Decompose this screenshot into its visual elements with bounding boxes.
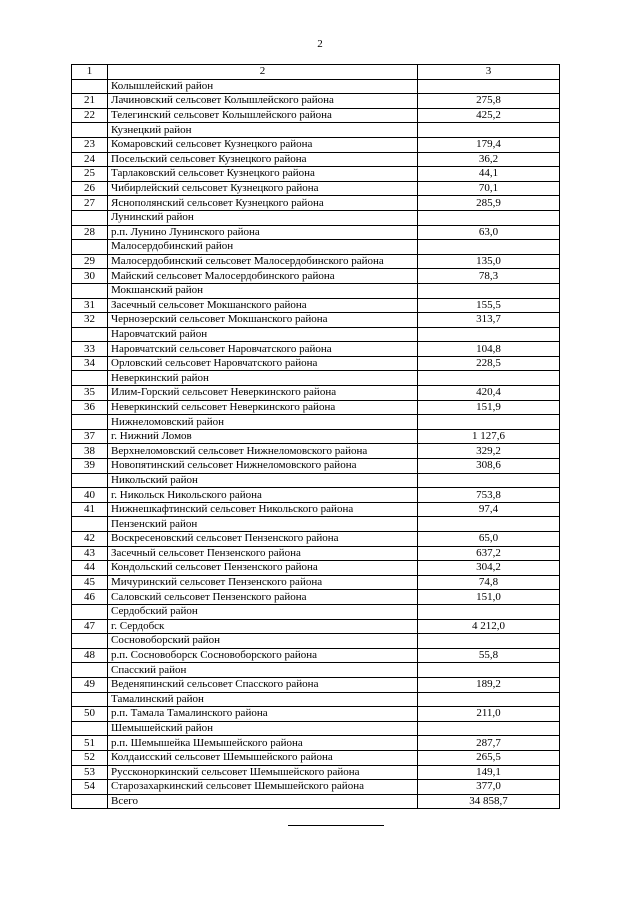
row-number: 52 — [72, 750, 108, 765]
row-number — [72, 123, 108, 138]
row-name: Новопятинский сельсовет Нижнеломовского района — [108, 459, 418, 474]
table-row — [72, 648, 560, 663]
table-row — [72, 546, 560, 561]
table-header-row — [72, 65, 560, 80]
table-row — [72, 108, 560, 123]
row-number: 46 — [72, 590, 108, 605]
district-header-row — [72, 415, 560, 430]
row-number — [72, 721, 108, 736]
row-value: 36,2 — [418, 152, 560, 167]
table-row — [72, 750, 560, 765]
row-name: Шемышейский район — [108, 721, 418, 736]
table-body — [72, 65, 560, 809]
row-number — [72, 692, 108, 707]
row-value — [418, 240, 560, 255]
district-header-row — [72, 517, 560, 532]
row-value: 4 212,0 — [418, 619, 560, 634]
row-value — [418, 473, 560, 488]
row-value — [418, 327, 560, 342]
row-number: 23 — [72, 137, 108, 152]
row-number: 25 — [72, 167, 108, 182]
row-number: 43 — [72, 546, 108, 561]
column-header-value: 3 — [418, 65, 560, 80]
row-number: 21 — [72, 94, 108, 109]
row-value: 63,0 — [418, 225, 560, 240]
row-name: р.п. Тамала Тамалинского района — [108, 707, 418, 722]
table-row — [72, 167, 560, 182]
row-name: Неверкинский сельсовет Неверкинского района — [108, 400, 418, 415]
row-value — [418, 415, 560, 430]
row-name: Наровчатский сельсовет Наровчатского района — [108, 342, 418, 357]
row-name: Орловский сельсовет Наровчатского района — [108, 356, 418, 371]
row-value — [418, 210, 560, 225]
row-value: 155,5 — [418, 298, 560, 313]
row-number — [72, 283, 108, 298]
row-value — [418, 634, 560, 649]
row-number — [72, 240, 108, 255]
table-row — [72, 736, 560, 751]
table-row — [72, 561, 560, 576]
table-row — [72, 502, 560, 517]
district-header-row — [72, 663, 560, 678]
column-header-name: 2 — [108, 65, 418, 80]
row-number: 38 — [72, 444, 108, 459]
table-row — [72, 196, 560, 211]
table-row — [72, 152, 560, 167]
row-number — [72, 79, 108, 94]
row-number: 50 — [72, 707, 108, 722]
district-header-row — [72, 327, 560, 342]
row-name: р.п. Сосновоборск Сосновоборского района — [108, 648, 418, 663]
row-name: Верхнеломовский сельсовет Нижнеломовского района — [108, 444, 418, 459]
row-number: 28 — [72, 225, 108, 240]
row-number: 31 — [72, 298, 108, 313]
row-name: Мокшанский район — [108, 283, 418, 298]
row-name: Кузнецкий район — [108, 123, 418, 138]
row-name: Руссконоркинский сельсовет Шемышейского района — [108, 765, 418, 780]
row-name: Спасский район — [108, 663, 418, 678]
table-row — [72, 429, 560, 444]
row-number — [72, 371, 108, 386]
row-value: 425,2 — [418, 108, 560, 123]
row-number — [72, 604, 108, 619]
row-name: р.п. Шемышейка Шемышейского района — [108, 736, 418, 751]
table-row — [72, 444, 560, 459]
row-value — [418, 517, 560, 532]
table-row — [72, 225, 560, 240]
allocation-table — [71, 64, 560, 809]
row-value: 228,5 — [418, 356, 560, 371]
table-row — [72, 342, 560, 357]
row-name: р.п. Лунино Лунинского района — [108, 225, 418, 240]
row-number: 36 — [72, 400, 108, 415]
row-name: Мичуринский сельсовет Пензенского района — [108, 575, 418, 590]
row-number: 30 — [72, 269, 108, 284]
row-number — [72, 415, 108, 430]
row-value: 70,1 — [418, 181, 560, 196]
row-number: 39 — [72, 459, 108, 474]
row-name: Засечный сельсовет Пензенского района — [108, 546, 418, 561]
row-name: Малосердобинский сельсовет Малосердобинского района — [108, 254, 418, 269]
row-value: 637,2 — [418, 546, 560, 561]
row-number — [72, 794, 108, 809]
row-value: 74,8 — [418, 575, 560, 590]
row-value: 285,9 — [418, 196, 560, 211]
row-value: 78,3 — [418, 269, 560, 284]
row-name: Лачиновский сельсовет Колышлейского района — [108, 94, 418, 109]
table-row — [72, 532, 560, 547]
row-number — [72, 634, 108, 649]
row-name: Сердобский район — [108, 604, 418, 619]
row-name: Неверкинский район — [108, 371, 418, 386]
table-row — [72, 298, 560, 313]
page-number: 2 — [317, 38, 323, 50]
row-name: Майский сельсовет Малосердобинского района — [108, 269, 418, 284]
row-name: г. Сердобск — [108, 619, 418, 634]
table-row — [72, 488, 560, 503]
row-number: 40 — [72, 488, 108, 503]
row-value: 211,0 — [418, 707, 560, 722]
row-value: 308,6 — [418, 459, 560, 474]
row-number: 29 — [72, 254, 108, 269]
row-name: Веденяпинский сельсовет Спасского района — [108, 677, 418, 692]
row-name: Старозахаркинский сельсовет Шемышейского района — [108, 780, 418, 795]
row-number — [72, 473, 108, 488]
row-name: Илим-Горский сельсовет Неверкинского района — [108, 386, 418, 401]
row-value — [418, 663, 560, 678]
row-number — [72, 327, 108, 342]
district-header-row — [72, 604, 560, 619]
district-header-row — [72, 79, 560, 94]
table-row — [72, 356, 560, 371]
row-value: 55,8 — [418, 648, 560, 663]
row-name: Саловский сельсовет Пензенского района — [108, 590, 418, 605]
row-value: 34 858,7 — [418, 794, 560, 809]
row-value: 97,4 — [418, 502, 560, 517]
row-value: 44,1 — [418, 167, 560, 182]
row-value — [418, 371, 560, 386]
row-name: Чернозерский сельсовет Мокшанского района — [108, 313, 418, 328]
row-name: Кондольский сельсовет Пензенского района — [108, 561, 418, 576]
table-row — [72, 269, 560, 284]
table-row — [72, 575, 560, 590]
row-name: Посельский сельсовет Кузнецкого района — [108, 152, 418, 167]
district-header-row — [72, 283, 560, 298]
row-name: Никольский район — [108, 473, 418, 488]
row-value — [418, 79, 560, 94]
footer-divider — [288, 825, 384, 826]
district-header-row — [72, 692, 560, 707]
row-number: 35 — [72, 386, 108, 401]
row-name: Колдаисский сельсовет Шемышейского района — [108, 750, 418, 765]
row-number: 49 — [72, 677, 108, 692]
table-row — [72, 386, 560, 401]
table-row — [72, 459, 560, 474]
row-value: 420,4 — [418, 386, 560, 401]
row-value: 189,2 — [418, 677, 560, 692]
table-row — [72, 94, 560, 109]
table-row — [72, 677, 560, 692]
district-header-row — [72, 240, 560, 255]
row-name: Засечный сельсовет Мокшанского района — [108, 298, 418, 313]
table-row — [72, 590, 560, 605]
row-value: 275,8 — [418, 94, 560, 109]
row-name: Нижнешкафтинский сельсовет Никольского района — [108, 502, 418, 517]
row-name: Наровчатский район — [108, 327, 418, 342]
row-number: 33 — [72, 342, 108, 357]
row-number — [72, 210, 108, 225]
row-number: 53 — [72, 765, 108, 780]
row-value: 313,7 — [418, 313, 560, 328]
row-number: 47 — [72, 619, 108, 634]
district-header-row — [72, 210, 560, 225]
row-name: Пензенский район — [108, 517, 418, 532]
row-number — [72, 663, 108, 678]
district-header-row — [72, 634, 560, 649]
row-value: 65,0 — [418, 532, 560, 547]
row-number: 24 — [72, 152, 108, 167]
row-value: 135,0 — [418, 254, 560, 269]
district-header-row — [72, 721, 560, 736]
row-value — [418, 692, 560, 707]
row-name: г. Нижний Ломов — [108, 429, 418, 444]
row-value: 304,2 — [418, 561, 560, 576]
row-value: 149,1 — [418, 765, 560, 780]
table-row — [72, 780, 560, 795]
row-number: 51 — [72, 736, 108, 751]
row-number: 42 — [72, 532, 108, 547]
row-name: Всего — [108, 794, 418, 809]
table-row — [72, 400, 560, 415]
row-number: 44 — [72, 561, 108, 576]
row-value: 151,9 — [418, 400, 560, 415]
row-name: г. Никольск Никольского района — [108, 488, 418, 503]
row-number: 41 — [72, 502, 108, 517]
district-header-row — [72, 473, 560, 488]
row-name: Яснополянский сельсовет Кузнецкого района — [108, 196, 418, 211]
row-number: 27 — [72, 196, 108, 211]
row-name: Колышлейский район — [108, 79, 418, 94]
column-header-number: 1 — [72, 65, 108, 80]
row-number: 26 — [72, 181, 108, 196]
row-value: 1 127,6 — [418, 429, 560, 444]
district-header-row — [72, 371, 560, 386]
row-value — [418, 604, 560, 619]
row-value: 179,4 — [418, 137, 560, 152]
row-value: 377,0 — [418, 780, 560, 795]
row-number: 45 — [72, 575, 108, 590]
table-row — [72, 254, 560, 269]
row-value: 104,8 — [418, 342, 560, 357]
row-value: 265,5 — [418, 750, 560, 765]
row-value: 151,0 — [418, 590, 560, 605]
row-name: Нижнеломовский район — [108, 415, 418, 430]
table-row — [72, 765, 560, 780]
row-number: 54 — [72, 780, 108, 795]
row-name: Чибирлейский сельсовет Кузнецкого района — [108, 181, 418, 196]
row-name: Воскресеновский сельсовет Пензенского района — [108, 532, 418, 547]
row-number: 22 — [72, 108, 108, 123]
row-value: 753,8 — [418, 488, 560, 503]
table-row — [72, 619, 560, 634]
row-name: Тарлаковский сельсовет Кузнецкого района — [108, 167, 418, 182]
row-value: 287,7 — [418, 736, 560, 751]
table-row — [72, 137, 560, 152]
row-number: 37 — [72, 429, 108, 444]
district-header-row — [72, 123, 560, 138]
row-name: Лунинский район — [108, 210, 418, 225]
row-name: Сосновоборский район — [108, 634, 418, 649]
row-value — [418, 283, 560, 298]
table-row — [72, 181, 560, 196]
table-row — [72, 707, 560, 722]
row-value: 329,2 — [418, 444, 560, 459]
row-name: Тамалинский район — [108, 692, 418, 707]
row-number: 34 — [72, 356, 108, 371]
row-number: 32 — [72, 313, 108, 328]
row-name: Малосердобинский район — [108, 240, 418, 255]
row-number — [72, 517, 108, 532]
table-row — [72, 313, 560, 328]
row-value — [418, 123, 560, 138]
row-name: Комаровский сельсовет Кузнецкого района — [108, 137, 418, 152]
row-name: Телегинский сельсовет Колышлейского района — [108, 108, 418, 123]
district-header-row — [72, 794, 560, 809]
row-number: 48 — [72, 648, 108, 663]
row-value — [418, 721, 560, 736]
